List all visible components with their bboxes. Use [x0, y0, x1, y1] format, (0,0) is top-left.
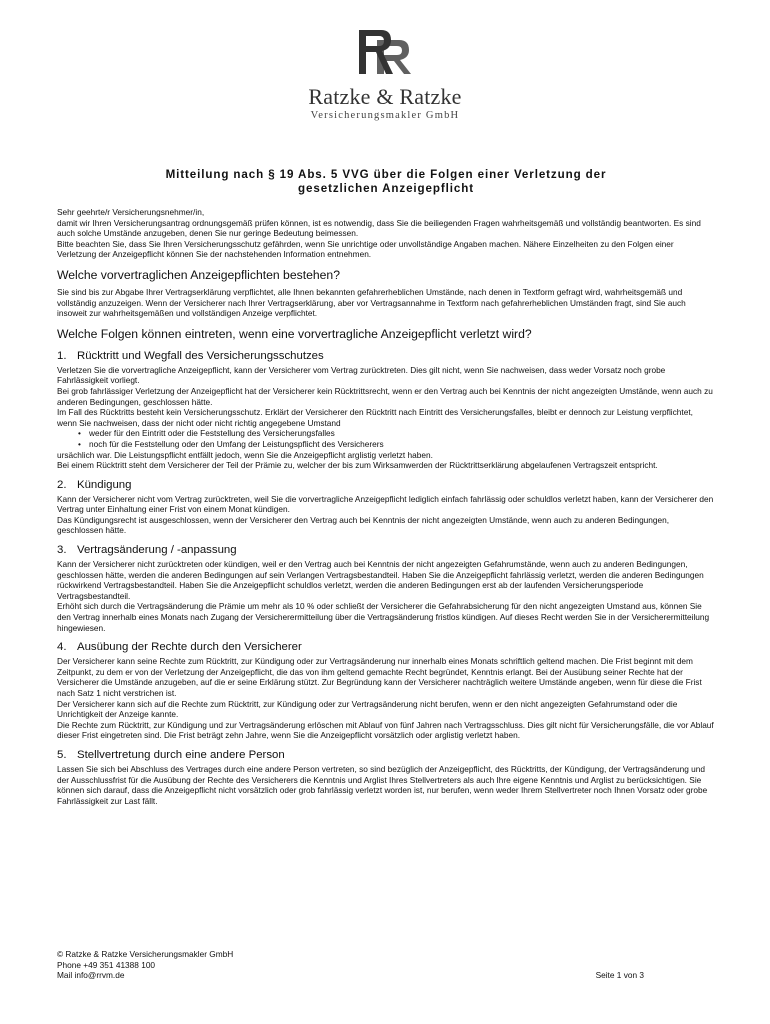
- subsection-paragraph: Lassen Sie sich bei Abschluss des Vertrages durch eine andere Person vertreten, so sind bezüglich der Anzeigepflicht, des Rücktritts, der Kündigung, der Vertragsänderung und der Ausschlussfrist für die Ausübung der Rechte des Versicherers die Kenntnis und Arglist Ihres Stellvertreters als auch Ihre eigene Kenntnis und Arglist zu berücksichtigen. Sie können sich darauf, dass die Anzeigepflicht nicht vorsätzlich oder grob fahrlässig verletzt worden ist, nur berufen, wenn weder Ihrem Stellvertreter noch Ihnen Vorsatz oder grobe Fahrlässigkeit zur Last fällt.: [57, 763, 708, 806]
- subsection-paragraph: Der Versicherer kann seine Rechte zum Rücktritt, zur Kündigung oder zur Vertragsänderung nur innerhalb eines Monats schriftlich geltend machen. Die Frist beginnt mit dem Zeitpunkt, zu dem er von der Verletzung der Anzeigepflicht, die das von ihm geltend gemachte Recht begründet, Kenntnis erlangt. Bei der Ausübung seiner Rechte hat der Versicherer die Umstände anzugeben, auf die er seine Erklärung stützt. Zur Begründung kann der Versicherer nachträglich weitere Umstände angeben, wenn für diese die Frist nach Satz 1 nicht verstrichen ist.: [57, 656, 702, 698]
- subsection-title: Ausübung der Rechte durch den Versicherer: [77, 641, 302, 654]
- document-title: [57, 168, 715, 196]
- letter-body: [57, 168, 715, 806]
- section-paragraph: Sie sind bis zur Abgabe Ihrer Vertragserklärung verpflichtet, alle Ihnen bekannten gefahrerheblichen Umstände, nach denen in Textform gefragt wird, wahrheitsgemäß und vollständig anzuzeigen. Wenn der Versicherer nach Ihrer Vertragserklärung, aber vor Vertragsannahme in Textform nach gefahrerheblichen Umständen fragt, sind Sie auch insoweit zur wahrheitsgemäßen und vollständigen Anzeige verpflichtet.: [57, 286, 686, 319]
- subsection-number: 1.: [57, 349, 67, 362]
- subsection-paragraph: Bei grob fahrlässiger Verletzung der Anzeigepflicht hat der Versicherer kein Rücktrittsrecht, wenn er den Vertrag auch bei Kenntnis der nicht angezeigten Umstände, wenn auch zu anderen Bedingungen, geschlossen hätte.: [57, 385, 713, 407]
- subsection-title: Stellvertretung durch eine andere Person: [77, 748, 285, 761]
- subsection-heading: [57, 640, 715, 654]
- list-item: • weder für den Eintritt oder die Feststellung des Versicherungsfalles: [89, 428, 715, 439]
- footer-mail: Mail info@rrvm.de: [57, 970, 125, 981]
- subsection-paragraph: Das Kündigungsrecht ist ausgeschlossen, wenn der Versicherer den Vertrag auch bei Kenntnis der nicht angezeigten Umstände, wenn auch zu anderen Bedingungen, geschlossen hätte.: [57, 514, 670, 536]
- intro-paragraph: Bitte beachten Sie, dass Sie Ihren Versicherungsschutz gefährden, wenn Sie unrichtige oder unvollständige Angaben machen. Nähere Einzelheiten zu den Folgen einer Verletzung der Anzeigepflicht können Sie der nachstehenden Information entnehmen.: [57, 238, 674, 260]
- document-title-line: Mitteilung nach § 19 Abs. 5 VVG über die Folgen einer Verletzung der: [165, 168, 607, 181]
- subsection-title: Rücktritt und Wegfall des Versicherungsschutzes: [77, 349, 324, 362]
- intro-paragraph: damit wir Ihren Versicherungsantrag ordnungsgemäß prüfen können, ist es notwendig, dass Sie die beiliegenden Fragen wahrheitsgemäß und vollständig beantworten. Es sind auch solche Umstände anzugeben, denen Sie nur geringe Bedeutung beimessen.: [57, 217, 701, 239]
- subsection-paragraph: Die Rechte zum Rücktritt, zur Kündigung und zur Vertragsänderung erlöschen mit Ablauf von fünf Jahren nach Vertragsschluss. Dies gilt nicht für Versicherungsfälle, die vor Ablauf dieser Frist eingetreten sind. Die Frist beträgt zehn Jahre, wenn Sie die Anzeigepflicht vorsätzlich oder arglistig verletzt haben.: [57, 719, 714, 741]
- subsection-heading: [57, 349, 715, 363]
- document-title-line: gesetzlichen Anzeigepflicht: [298, 182, 474, 195]
- subsection-paragraph: Verletzen Sie die vorvertragliche Anzeigepflicht, kann der Versicherer vom Vertrag zurücktreten. Dies gilt nicht, wenn Sie nachweisen, dass weder Vorsatz noch grobe Fahrlässigkeit vorliegt.: [57, 364, 666, 386]
- subsection-number: 3.: [57, 544, 67, 557]
- section-heading: Welche vorvertraglichen Anzeigepflichten bestehen?: [57, 267, 340, 282]
- footer-contact: [57, 949, 233, 981]
- bullet-list: [57, 428, 715, 449]
- page-number: Seite 1 von 3: [595, 970, 644, 980]
- list-item: • noch für die Feststellung oder den Umfang der Leistungspflicht des Versicherers: [89, 439, 715, 450]
- logo-monogram-text: RR: [383, 58, 385, 59]
- subsection-title: Vertragsänderung / -anpassung: [77, 544, 237, 557]
- subsection-paragraph: Erhöht sich durch die Vertragsänderung die Prämie um mehr als 10 % oder schließt der Versicherer die Gefahrabsicherung für den nicht angezeigten Umstand aus, können Sie den Vertrag innerhalb eines Monats nach Zugang der Versicherermitteilung über die Vertragsänderung fristlos kündigen. Auf dieses Recht werden Sie in der Versicherermitteilung hingewiesen.: [57, 601, 710, 633]
- brand-subtitle: Versicherungsmakler GmbH: [310, 110, 460, 121]
- brand-name: Ratzke & Ratzke: [308, 84, 462, 109]
- subsection-number: 2.: [57, 478, 67, 491]
- subsection-paragraph: Bei einem Rücktritt steht dem Versicherer der Teil der Prämie zu, welcher der bis zum Wirksamwerden der Rücktrittserklärung abgelaufenen Vertragszeit entspricht.: [57, 460, 658, 471]
- company-logo-icon: [355, 28, 413, 76]
- subsection-title: Kündigung: [77, 478, 132, 491]
- footer-phone: Phone +49 351 41388 100: [57, 959, 156, 970]
- subsection-heading: [57, 478, 715, 492]
- subsection-paragraph: Kann der Versicherer nicht zurücktreten oder kündigen, weil er den Vertrag auch bei Kenntnis der nicht angezeigten Gefahrumstände, wenn auch zu anderen Bedingungen, geschlossen hätte, werden die anderen Bedingungen auf sein Verlangen Vertragsbestandteil. Haben Sie die Anzeigepflicht fahrlässig verletzt, werden die anderen Bedingungen rückwirkend Vertragsbestandteil. Haben Sie die Anzeigepflicht schuldlos verletzt, werden die anderen Bedingungen erst ab der laufenden Versicherungsperiode Vertragsbestandteil.: [57, 559, 704, 601]
- section-heading: Welche Folgen können eintreten, wenn eine vorvertragliche Anzeigepflicht verletzt wird?: [57, 326, 532, 341]
- subsection-paragraph: Im Fall des Rücktritts besteht kein Versicherungsschutz. Erklärt der Versicherer den Rücktritt nach Eintritt des Versicherungsfalles, bleibt er dennoch zur Leistung verpflichtet, wenn Sie nachweisen, dass der nicht oder nicht richtig angegebene Umstand: [57, 407, 693, 428]
- footer-copyright: © Ratzke & Ratzke Versicherungsmakler GmbH: [57, 949, 234, 959]
- subsection-paragraph: ursächlich war. Die Leistungspflicht entfällt jedoch, wenn Sie die Anzeigepflicht arglistig verletzt haben.: [57, 449, 433, 460]
- subsection-heading: [57, 543, 715, 557]
- subsection-paragraph: Der Versicherer kann sich auf die Rechte zum Rücktritt, zur Kündigung oder zur Vertragsänderung nicht berufen, wenn er den nicht angezeigten Gefahrumstand oder die Unrichtigkeit der Anzeige kannte.: [57, 698, 678, 720]
- subsection-paragraph: Kann der Versicherer nicht vom Vertrag zurücktreten, weil Sie die vorvertragliche Anzeigepflicht lediglich einfach fahrlässig oder schuldlos verletzt haben, kann der Versicherer den Vertrag unter Einhaltung einer Frist von einem Monat kündigen.: [57, 493, 714, 515]
- salutation: Sehr geehrte/r Versicherungsnehmer/in,: [57, 207, 205, 217]
- subsection-heading: [57, 748, 715, 762]
- subsection-number: 4.: [57, 641, 67, 654]
- subsection-number: 5.: [57, 748, 67, 761]
